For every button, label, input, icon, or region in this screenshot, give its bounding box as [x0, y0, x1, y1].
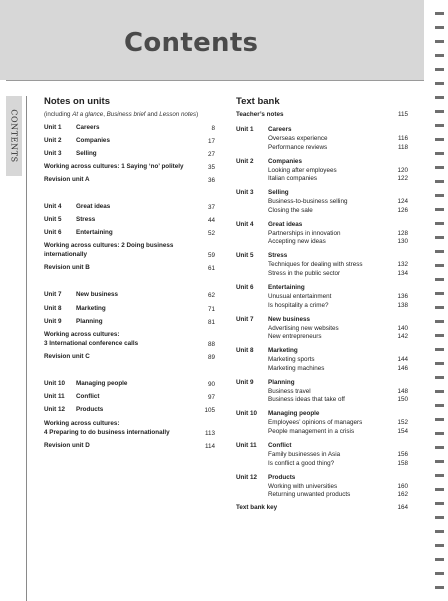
textbank-item-title: Accepting new ideas	[268, 238, 326, 246]
notes-row-title: Marketing	[76, 305, 106, 312]
edge-tick	[435, 474, 444, 477]
edge-tick	[435, 208, 444, 211]
notes-row-title: Stress	[76, 216, 96, 223]
textbank-item-title: Unusual entertainment	[268, 293, 332, 300]
edge-tick	[435, 502, 444, 505]
notes-row-page: 71	[207, 306, 215, 313]
notes-row-page: 88	[207, 341, 215, 348]
edge-tick	[435, 306, 444, 309]
notes-row-page: 59	[207, 252, 215, 259]
textbank-unit-topic: Managing people	[268, 410, 320, 418]
edge-tick	[435, 278, 444, 281]
textbank-item-title: Techniques for dealing with stress	[268, 261, 363, 269]
textbank-item-title: Overseas experience	[268, 135, 328, 142]
page-edge-ticks	[424, 0, 448, 601]
textbank-item-title: Marketing machines	[268, 364, 325, 372]
textbank-item-title: Family businesses in Asia	[268, 451, 341, 458]
textbank-item-page: 134	[397, 270, 408, 277]
notes-row-title: Products	[76, 406, 104, 413]
textbank-item-page: 126	[397, 206, 408, 214]
edge-tick	[435, 194, 444, 197]
textbank-item-page: 138	[397, 301, 408, 309]
textbank-item-page: 122	[397, 175, 408, 183]
edge-tick	[435, 586, 444, 589]
textbank-unit-label: Unit 11	[236, 442, 257, 449]
textbank-item-page: 140	[397, 324, 408, 332]
textbank-item-title: Business ideas that take off	[268, 396, 345, 404]
textbank-item-title: Returning unwanted products	[268, 491, 351, 499]
textbank-unit-label: Unit 2	[236, 157, 254, 165]
textbank-unit-topic: Products	[268, 473, 296, 481]
textbank-item-title: Partnerships in innovation	[268, 229, 341, 237]
textbank-item-title: Advertising new websites	[268, 324, 339, 332]
edge-tick	[435, 460, 444, 463]
notes-row-title-cont: 4 Preparing to do business internationally	[44, 429, 170, 436]
textbank-unit-topic: Stress	[268, 252, 288, 260]
edge-tick	[435, 544, 444, 547]
sidebar-label-text: CONTENTS	[9, 109, 19, 163]
textbank-unit-topic: Planning	[268, 378, 295, 386]
textbank-item-title: Looking after employees	[268, 166, 337, 174]
textbank-unit-label: Unit 5	[236, 252, 254, 260]
notes-heading: Notes on units	[44, 96, 110, 107]
edge-tick	[435, 110, 444, 113]
textbank-unit-topic: Selling	[268, 189, 289, 197]
textbank-item-title: Working with universities	[268, 482, 338, 490]
textbank-unit-label: Unit 3	[236, 189, 254, 197]
notes-row-unit: Unit 10	[44, 380, 65, 387]
notes-row-title: Revision unit B	[44, 264, 90, 271]
textbank-unit-topic: New business	[268, 315, 310, 323]
notes-subtitle	[44, 111, 198, 118]
subtitle-sep1: ,	[103, 111, 107, 118]
textbank-item-title: Stress in the public sector	[268, 270, 341, 277]
notes-row-page: 17	[207, 138, 215, 145]
notes-row-unit: Unit 2	[44, 137, 62, 144]
edge-tick	[435, 404, 444, 407]
textbank-item-title: Italian companies	[268, 175, 318, 183]
textbank-unit-label: Unit 6	[236, 284, 254, 291]
notes-row-page: 97	[207, 394, 215, 401]
textbank-item-page: 136	[397, 293, 408, 300]
notes-row-unit: Unit 7	[44, 291, 62, 298]
edge-tick	[435, 26, 444, 29]
notes-row-page: 27	[207, 151, 215, 158]
notes-row-title: Companies	[76, 137, 110, 144]
notes-row-title: Revision unit A	[44, 176, 90, 183]
textbank-item-title: Employees’ opinions of managers	[268, 419, 363, 427]
teachers-notes-label: Teacher’s notes	[236, 111, 284, 118]
notes-row-title: Selling	[76, 150, 97, 157]
textbank-item-page: 150	[397, 396, 408, 404]
textbank-item-title: People management in a crisis	[268, 428, 355, 435]
textbank-unit-label: Unit 12	[236, 473, 257, 481]
subtitle-sep2: and	[145, 111, 160, 118]
textbank-item-page: 130	[397, 238, 408, 246]
notes-row-title: Revision unit D	[44, 442, 90, 449]
textbank-item-title: Business travel	[268, 387, 311, 395]
textbank-item-page: 132	[397, 261, 408, 269]
edge-tick	[435, 432, 444, 435]
textbank-unit-topic: Marketing	[268, 347, 298, 355]
subtitle-business-brief: Business brief	[106, 111, 146, 118]
edge-tick	[435, 54, 444, 57]
textbank-item-page: 142	[397, 333, 408, 341]
notes-row-unit: Unit 3	[44, 150, 62, 157]
notes-row-page: 52	[207, 230, 215, 237]
textbank-item-page: 144	[397, 356, 408, 364]
edge-tick	[435, 558, 444, 561]
textbank-unit-topic: Conflict	[268, 442, 292, 449]
edge-tick	[435, 530, 444, 533]
notes-row-unit: Unit 11	[44, 393, 65, 400]
notes-row-page: 35	[207, 164, 215, 171]
notes-row-unit: Unit 1	[44, 124, 62, 131]
subtitle-at-a-glance: At a glance	[72, 111, 104, 118]
edge-tick	[435, 222, 444, 225]
edge-tick	[435, 12, 444, 15]
textbank-item-page: 148	[397, 387, 408, 395]
edge-tick	[435, 250, 444, 253]
textbank-unit-label: Unit 9	[236, 378, 254, 386]
textbank-item-page: 118	[397, 143, 408, 151]
notes-row-page: 8	[211, 125, 215, 132]
textbank-item-page: 162	[397, 491, 408, 499]
textbank-unit-label: Unit 8	[236, 347, 254, 355]
edge-tick	[435, 516, 444, 519]
edge-tick	[435, 362, 444, 365]
notes-row-page: 114	[204, 443, 215, 450]
edge-tick	[435, 334, 444, 337]
textbank-unit-label: Unit 10	[236, 410, 257, 418]
textbank-unit-topic: Companies	[268, 157, 302, 165]
textbank-heading: Text bank	[236, 96, 280, 107]
notes-row-page: 89	[207, 354, 215, 361]
edge-tick	[435, 82, 444, 85]
edge-tick	[435, 264, 444, 267]
textbank-item-page: 120	[397, 166, 408, 174]
notes-row-title: Managing people	[76, 380, 128, 387]
subtitle-lesson-notes: Lesson notes	[159, 111, 197, 118]
notes-row-page: 90	[207, 381, 215, 388]
textbank-key-label: Text bank key	[236, 504, 278, 511]
notes-row-page: 44	[207, 217, 215, 224]
notes-row-title: Entertaining	[76, 229, 113, 236]
header-rule	[6, 80, 424, 81]
textbank-unit-label: Unit 7	[236, 315, 254, 323]
textbank-item-title: Is hospitality a crime?	[268, 301, 329, 309]
edge-tick	[435, 376, 444, 379]
notes-row-page: 61	[207, 265, 215, 272]
textbank-item-page: 124	[397, 198, 408, 206]
notes-row-unit: Unit 5	[44, 216, 62, 223]
edge-tick	[435, 152, 444, 155]
edge-tick	[435, 292, 444, 295]
textbank-item-page: 128	[397, 229, 408, 237]
notes-row-unit: Unit 12	[44, 406, 65, 413]
page-title: Contents	[124, 28, 259, 58]
textbank-item-title: Performance reviews	[268, 143, 328, 151]
edge-tick	[435, 572, 444, 575]
notes-row-unit: Unit 6	[44, 229, 62, 236]
notes-row-title: Working across cultures: 1 Saying ‘no’ politely	[44, 163, 184, 170]
notes-row-page: 62	[207, 292, 215, 299]
textbank-item-title: Is conflict a good thing?	[268, 459, 335, 467]
edge-tick	[435, 68, 444, 71]
textbank-item-title: Business-to-business selling	[268, 198, 348, 206]
notes-row-page: 36	[207, 177, 215, 184]
notes-row-page: 113	[204, 430, 215, 437]
notes-row-unit: Unit 9	[44, 318, 62, 325]
textbank-item-page: 154	[397, 428, 408, 435]
textbank-unit-label: Unit 4	[236, 220, 254, 228]
notes-row-title: New business	[76, 291, 118, 298]
textbank-item-page: 160	[397, 482, 408, 490]
notes-row-title: Working across cultures:	[44, 331, 120, 338]
textbank-item-title: Marketing sports	[268, 356, 315, 364]
margin-rule	[26, 96, 27, 601]
edge-tick	[435, 236, 444, 239]
textbank-unit-topic: Great ideas	[268, 220, 303, 228]
notes-row-title: Great ideas	[76, 203, 111, 210]
edge-tick	[435, 488, 444, 491]
notes-row-unit: Unit 4	[44, 203, 62, 210]
notes-row-title-cont: 3 International conference calls	[44, 340, 139, 347]
edge-tick	[435, 180, 444, 183]
edge-tick	[435, 138, 444, 141]
edge-tick	[435, 166, 444, 169]
textbank-unit-topic: Entertaining	[268, 284, 305, 291]
teachers-notes-page: 115	[397, 111, 408, 118]
subtitle-prefix: (including	[44, 111, 73, 118]
notes-row-title: Working across cultures: 2 Doing business	[44, 242, 174, 249]
textbank-key-page: 164	[397, 504, 408, 511]
notes-row-title: Revision unit C	[44, 353, 90, 360]
textbank-item-page: 158	[397, 459, 408, 467]
textbank-item-page: 152	[397, 419, 408, 427]
notes-row-title: Conflict	[76, 393, 100, 400]
textbank-item-title: New entrepreneurs	[268, 333, 322, 341]
notes-row-title: Careers	[76, 124, 100, 131]
edge-tick	[435, 390, 444, 393]
notes-row-page: 37	[207, 204, 215, 211]
textbank-item-page: 116	[397, 135, 408, 142]
notes-row-title-cont: internationally	[44, 251, 88, 258]
edge-tick	[435, 446, 444, 449]
subtitle-suffix: )	[196, 111, 199, 118]
edge-tick	[435, 124, 444, 127]
textbank-item-page: 146	[397, 364, 408, 372]
textbank-item-title: Closing the sale	[268, 206, 313, 214]
edge-tick	[435, 418, 444, 421]
textbank-item-page: 156	[397, 451, 408, 458]
edge-tick	[435, 348, 444, 351]
notes-row-unit: Unit 8	[44, 305, 62, 312]
notes-row-title: Working across cultures:	[44, 420, 120, 427]
textbank-unit-topic: Careers	[268, 126, 292, 133]
textbank-unit-label: Unit 1	[236, 126, 254, 133]
edge-tick	[435, 320, 444, 323]
sidebar-tab-label	[6, 101, 22, 171]
edge-tick	[435, 96, 444, 99]
notes-row-page: 81	[207, 319, 215, 326]
edge-tick	[435, 40, 444, 43]
notes-row-page: 105	[204, 407, 215, 414]
notes-row-title: Planning	[76, 318, 103, 325]
